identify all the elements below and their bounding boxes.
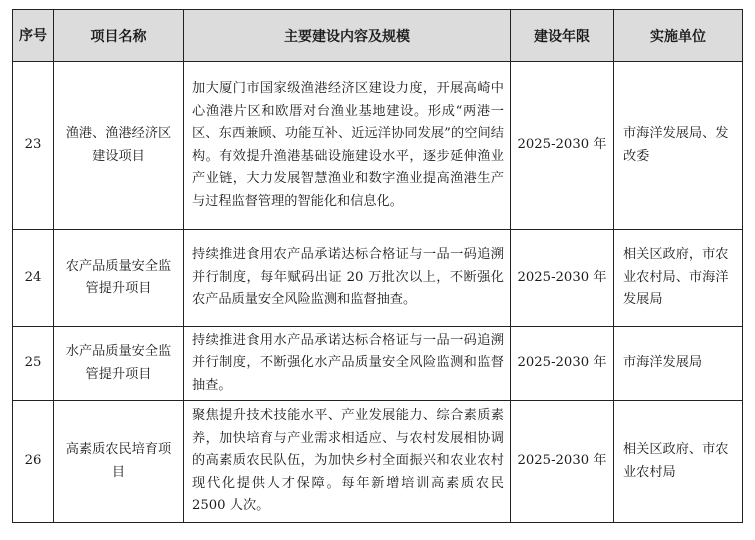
- header-index: 序号: [13, 10, 54, 62]
- row-index: 25: [13, 327, 54, 401]
- header-name: 项目名称: [54, 10, 184, 62]
- table-row: [13, 401, 743, 523]
- row-content: 加大厦门市国家级渔港经济区建设力度，开展高崎中心渔港片区和欧厝对台渔业基地建设。形成“两港一区、东西兼顾、功能互补、近远洋协同发展”的空间结构。有效提升渔港基础设施建设水平，逐步延伸渔业产业链，大力发展智慧渔业和数字渔业提高渔港生产与过程监督管理的智能化和信息化。: [184, 62, 511, 230]
- row-project-name: 高素质农民培育项目: [54, 401, 184, 523]
- row-unit: 市海洋发展局、发改委: [614, 62, 743, 230]
- row-unit: 相关区政府、市农业农村局: [614, 401, 743, 523]
- row-index: 24: [13, 230, 54, 327]
- header-unit: 实施单位: [614, 10, 743, 62]
- row-period: 2025-2030 年: [511, 401, 614, 523]
- row-period: 2025-2030 年: [511, 230, 614, 327]
- row-period: 2025-2030 年: [511, 62, 614, 230]
- row-project-name: 水产品质量安全监管提升项目: [54, 327, 184, 401]
- row-project-name: 农产品质量安全监管提升项目: [54, 230, 184, 327]
- row-project-name: 渔港、渔港经济区建设项目: [54, 62, 184, 230]
- table-header-row: [13, 10, 743, 62]
- header-period: 建设年限: [511, 10, 614, 62]
- table-row: [13, 327, 743, 401]
- table-row: [13, 230, 743, 327]
- row-content: 持续推进食用农产品承诺达标合格证与一品一码追溯并行制度，每年赋码出证 20 万批次以上，不断强化农产品质量安全风险监测和监督抽查。: [184, 230, 511, 327]
- row-unit: 相关区政府，市农业农村局、市海洋发展局: [614, 230, 743, 327]
- row-content: 聚焦提升技术技能水平、产业发展能力、综合素质素养，加快培育与产业需求相适应、与农村发展相协调的高素质农民队伍，为加快乡村全面振兴和农业农村现代化提供人才保障。每年新增培训高素质农民 2500 人次。: [184, 401, 511, 523]
- row-unit: 市海洋发展局: [614, 327, 743, 401]
- header-content: 主要建设内容及规模: [184, 10, 511, 62]
- row-index: 26: [13, 401, 54, 523]
- row-period: 2025-2030 年: [511, 327, 614, 401]
- row-index: 23: [13, 62, 54, 230]
- project-table: [12, 9, 743, 523]
- row-content: 持续推进食用水产品承诺达标合格证与一品一码追溯并行制度，不断强化水产品质量安全风险监测和监督抽查。: [184, 327, 511, 401]
- table-row: [13, 62, 743, 230]
